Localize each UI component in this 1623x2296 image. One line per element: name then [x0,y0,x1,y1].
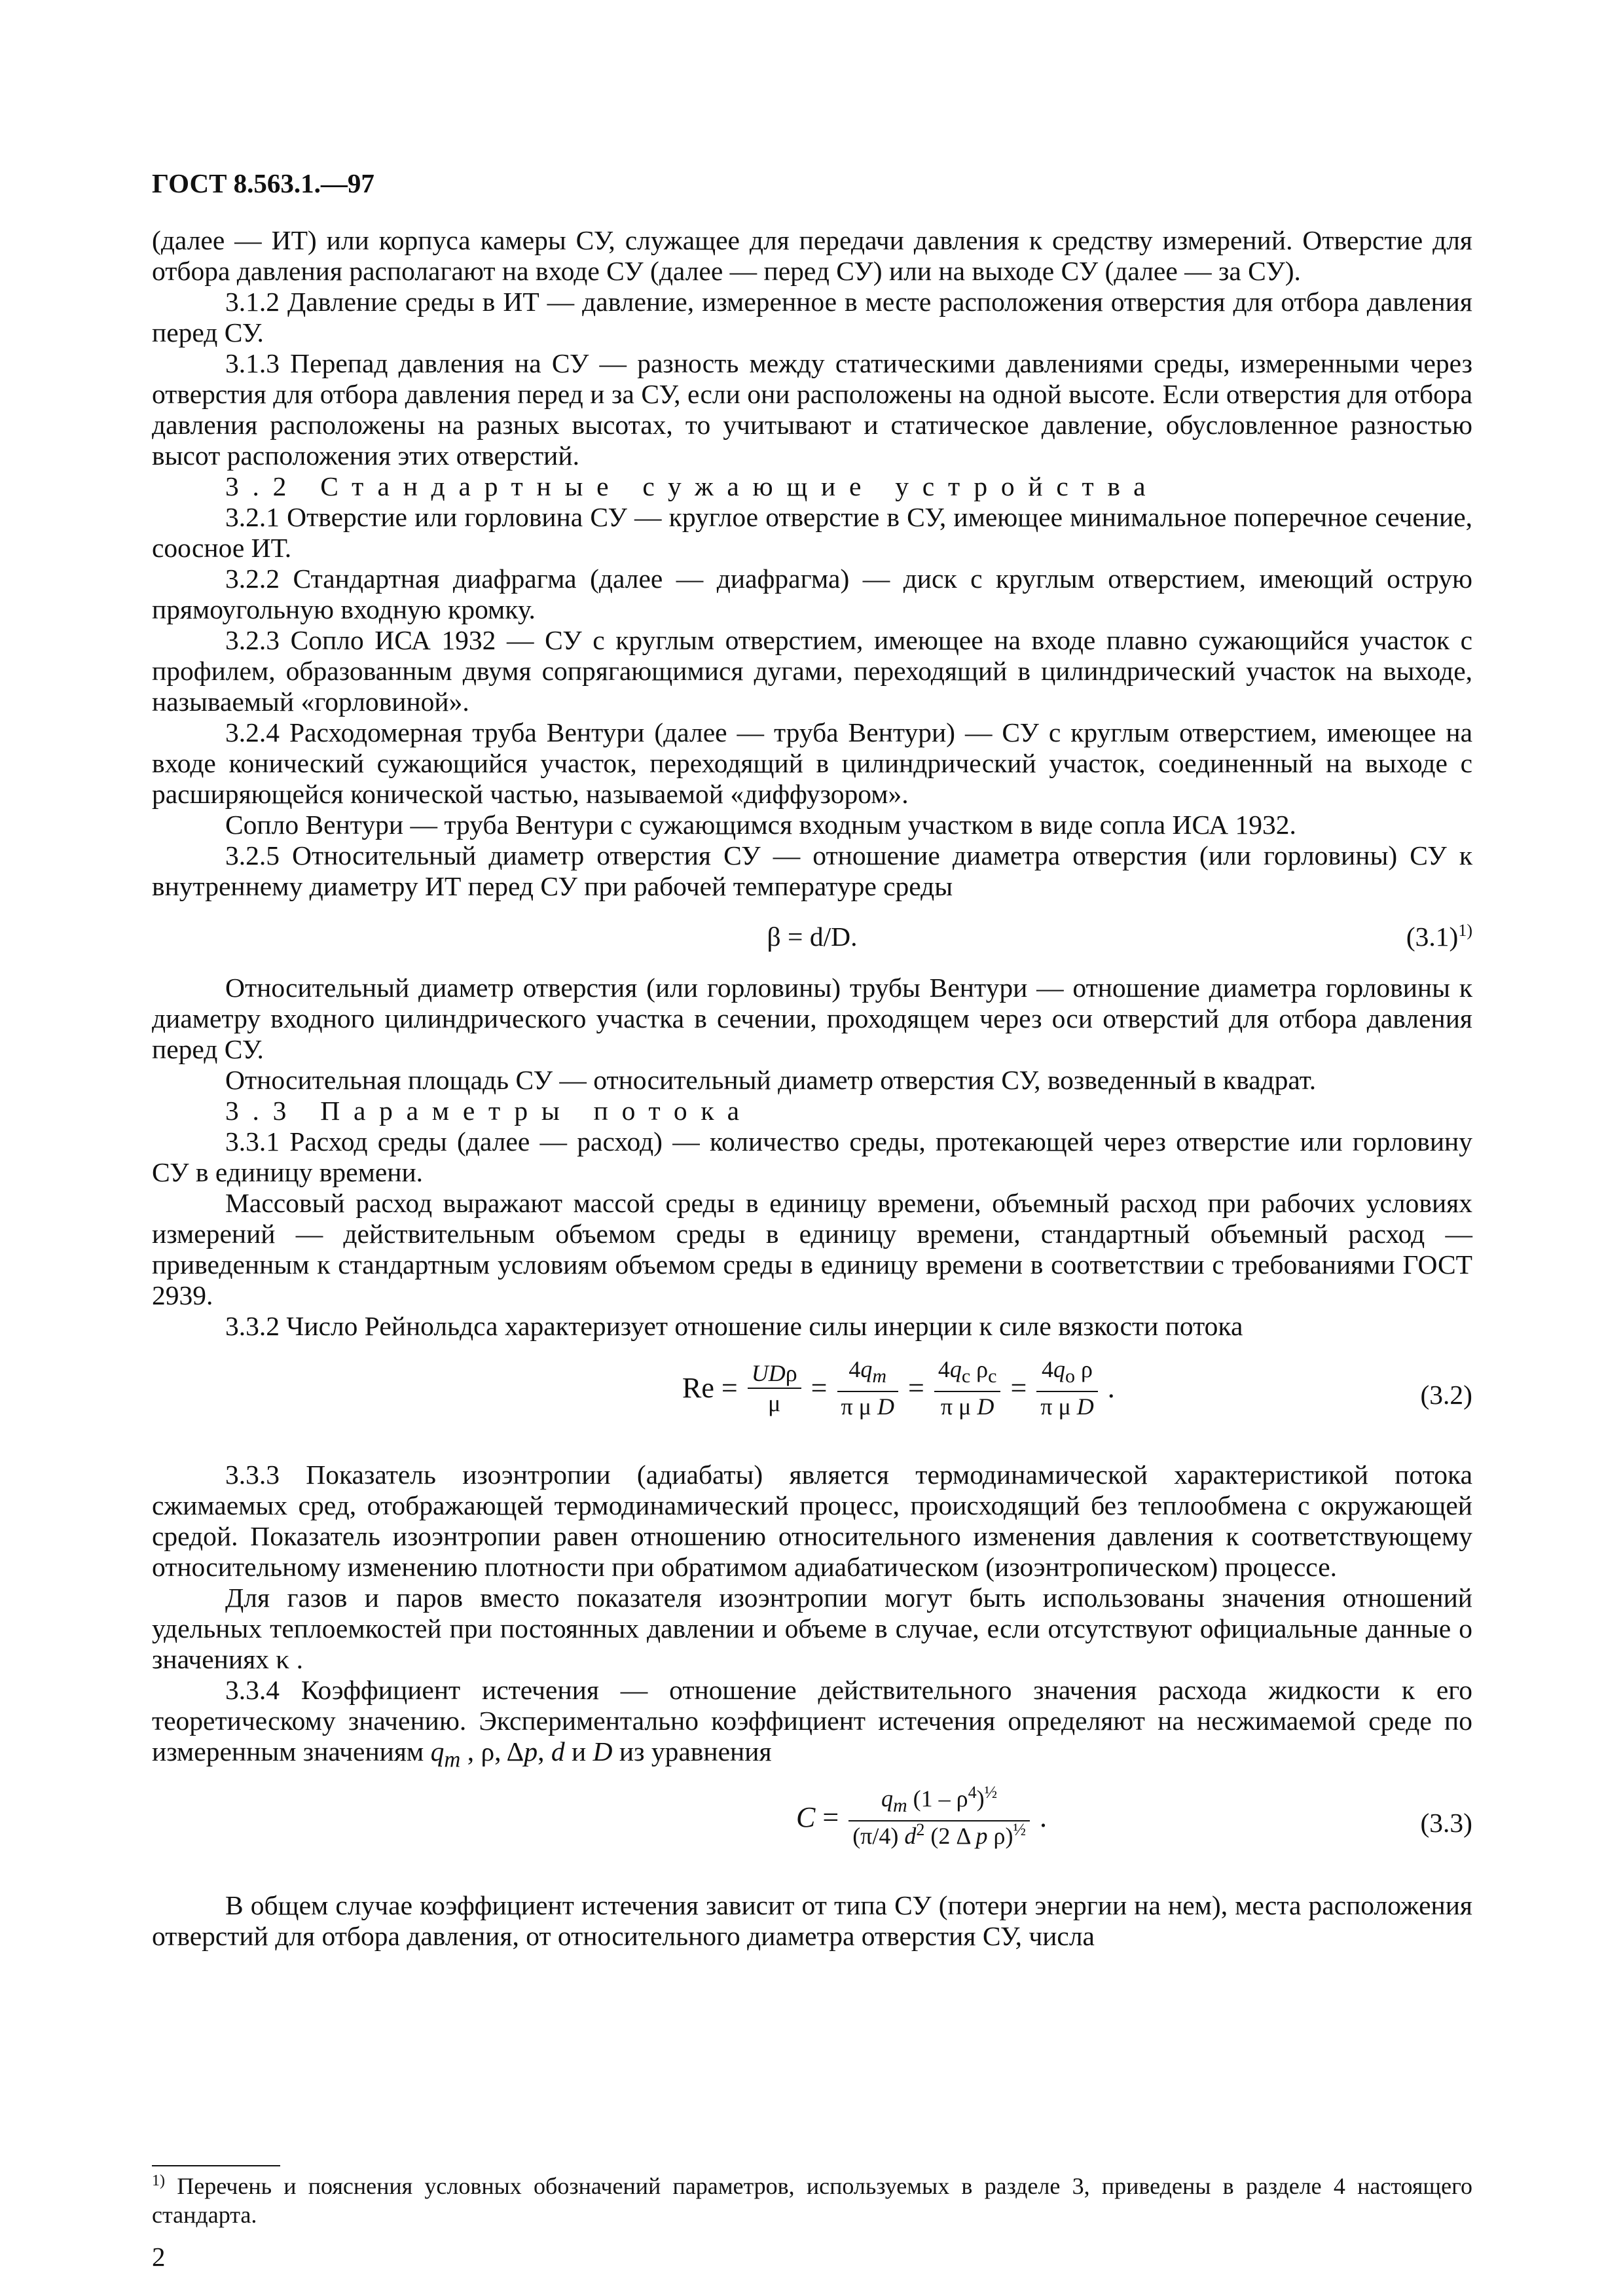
paragraph-3-2-3: 3.2.3 Сопло ИСА 1932 — СУ с круглым отверстием, имеющее на входе плавно сужающийся участок с профилем, образованным двумя сопрягающимися дугами, переходящий в цилиндрический участок на выходе, называемый «горловиной». [152,625,1472,717]
equation-number: (3.2) [1420,1380,1472,1410]
paragraph-mass-flow: Массовый расход выражают массой среды в единицу времени, объемный расход при рабочих условиях измерений — действительным объемом среды в единицу времени, стандартный объемный расход — приведенным к стандартным условиям объемом среды в единицу времени в соответствии с требованиями ГОСТ 2939. [152,1188,1472,1310]
equation-expression: C = $\frac{q_m (1 - \rho^4)^{\frac{1}{2}}}{(\pi/4) d^2 (2 \Delta p \rho)^{\frac{1}{2}}}$ . [796,1783,1047,1850]
paragraph-specific-heat: Для газов и паров вместо показателя изоэнтропии могут быть использованы значения отношений удельных теплоемкостей при постоянных давлении и объеме в случае, если отсутствуют официальные данные о значениях κ . [152,1583,1472,1674]
paragraph-tail: из уравнения [619,1736,772,1767]
paragraph-venturi-nozzle: Сопло Вентури — труба Вентури с сужающимся входным участком в виде сопла ИСА 1932. [225,810,1296,840]
paragraph-3-3-3: 3.3.3 Показатель изоэнтропии (адиабаты) является термодинамической характеристикой потока сжимаемых сред, отображающей термодинамический процесс, происходящий без теплообмена с окружающей средой. Показатель изоэнтропии равен отношению относительного изменения давления к соответствующему относительному изменению плотности при обратимом адиабатическом (изоэнтропическом) процессе. [152,1460,1472,1582]
paragraph-3-2-5: 3.2.5 Относительный диаметр отверстия СУ — отношение диаметра отверстия (или горловины) СУ к внутреннему диаметру ИТ перед СУ при рабочей температуре среды [152,840,1472,901]
paragraph-relative-area: Относительная площадь СУ — относительный диаметр отверстия СУ, возведенный в квадрат. [225,1065,1317,1095]
equation-number-text: (3.1) [1406,922,1459,952]
footnote-ref: 1) [1458,921,1472,941]
body-text [152,225,1472,1952]
paragraph-venturi-ratio: Относительный диаметр отверстия (или горловины) трубы Вентури — отношение диаметра горловины к диаметру входного цилиндрического участка в сечении, проходящем через оси отверстий для отбора давления перед СУ. [152,973,1472,1064]
section-title: 3.2 Стандартные сужающие устройства [225,471,1159,501]
equation-3-1 [152,916,1472,958]
section-title: 3.3 Параметры потока [225,1096,753,1126]
paragraph-3-1-3: 3.1.3 Перепад давления на СУ — разность между статическими давлениями среды, измеренными через отверстия для отбора давления перед и за СУ, если они расположены на одной высоте. Если отверстия для отбора давления расположены на разных высотах, то учитывают и статическое давление, обусловленное разностью высот расположения этих отверстий. [152,348,1472,471]
section-heading-3-2 [152,471,1472,502]
document-header: ГОСТ 8.563.1.—97 [152,168,374,198]
paragraph: (далее — ИТ) или корпуса камеры СУ, служащее для передачи давления к средству измерений. Отверстие для отбора давления располагают на входе СУ (далее — перед СУ) или на выходе СУ (далее — за СУ). [152,225,1472,286]
footnote-text: Перечень и пояснения условных обозначений параметров, используемых в разделе 3, приведены в разделе 4 настоящего стандарта. [152,2173,1472,2228]
paragraph-discharge-dependence: В общем случае коэффициент истечения зависит от типа СУ (потери энергии на нем), места расположения отверстий для отбора давления, от относительного диаметра отверстия СУ, числа [152,1890,1472,1952]
equation-3-3 [152,1779,1472,1871]
paragraph-3-2-1: 3.2.1 Отверстие или горловина СУ — круглое отверстие в СУ, имеющее минимальное поперечное сечение, соосное ИТ. [152,502,1472,563]
footnote [152,2172,1472,2229]
equation-expression: β = d/D. [767,922,858,952]
paragraph-3-1-2: 3.1.2 Давление среды в ИТ — давление, измеренное в месте расположения отверстия для отбора давления перед СУ. [152,287,1472,348]
paragraph-text: 3.3.4 Коэффициент истечения — отношение действительного значения расхода жидкости к его теоретическому значению. Экспериментально коэффициент истечения определяют на несжимаемой среде по измеренным значениям [152,1675,1472,1767]
footnote-divider [152,2165,280,2166]
section-heading-3-3 [152,1096,1472,1126]
equation-number [1406,922,1472,952]
paragraph-3-2-2: 3.2.2 Стандартная диафрагма (далее — диафрагма) — диск с круглым отверстием, имеющий острую прямоугольную входную кромку. [152,564,1472,624]
equation-expression: Re = $\frac{\text{UDρ}}{\mu}$ = $\frac{4q_m}{\text{π μ D}}$ = $\frac{4q_c \rho_c}{\text{π μ D}}$ = $\frac{4q_o \rho}{\text{π μ D}}$ . [682,1356,1115,1420]
equation-3-2 [152,1348,1472,1446]
paragraph-3-2-4: 3.2.4 Расходомерная труба Вентури (далее — труба Вентури) — СУ с круглым отверстием, имеющее на входе конический сужающийся участок, переходящий в цилиндрический участок, соединенный на выходе с расширяющейся конической частью, называемой «диффузором». [152,717,1472,809]
equation-number: (3.3) [1420,1808,1472,1839]
footnote-mark: 1) [152,2172,165,2189]
paragraph-3-3-4: 3.3.4 Коэффициент истечения — отношение действительного значения расхода жидкости к его теоретическому значению. Экспериментально коэффициент истечения определяют на несжимаемой среде по измеренным значениям $q_m$ , ρ, Δp, d и D из уравнения [152,1675,1472,1772]
paragraph-3-3-2: 3.3.2 Число Рейнольдса характеризует отношение силы инерции к силе вязкости потока [225,1311,1243,1341]
paragraph-3-3-1: 3.3.1 Расход среды (далее — расход) — количество среды, протекающей через отверстие или горловину СУ в единицу времени. [152,1126,1472,1187]
page-number: 2 [152,2242,166,2272]
